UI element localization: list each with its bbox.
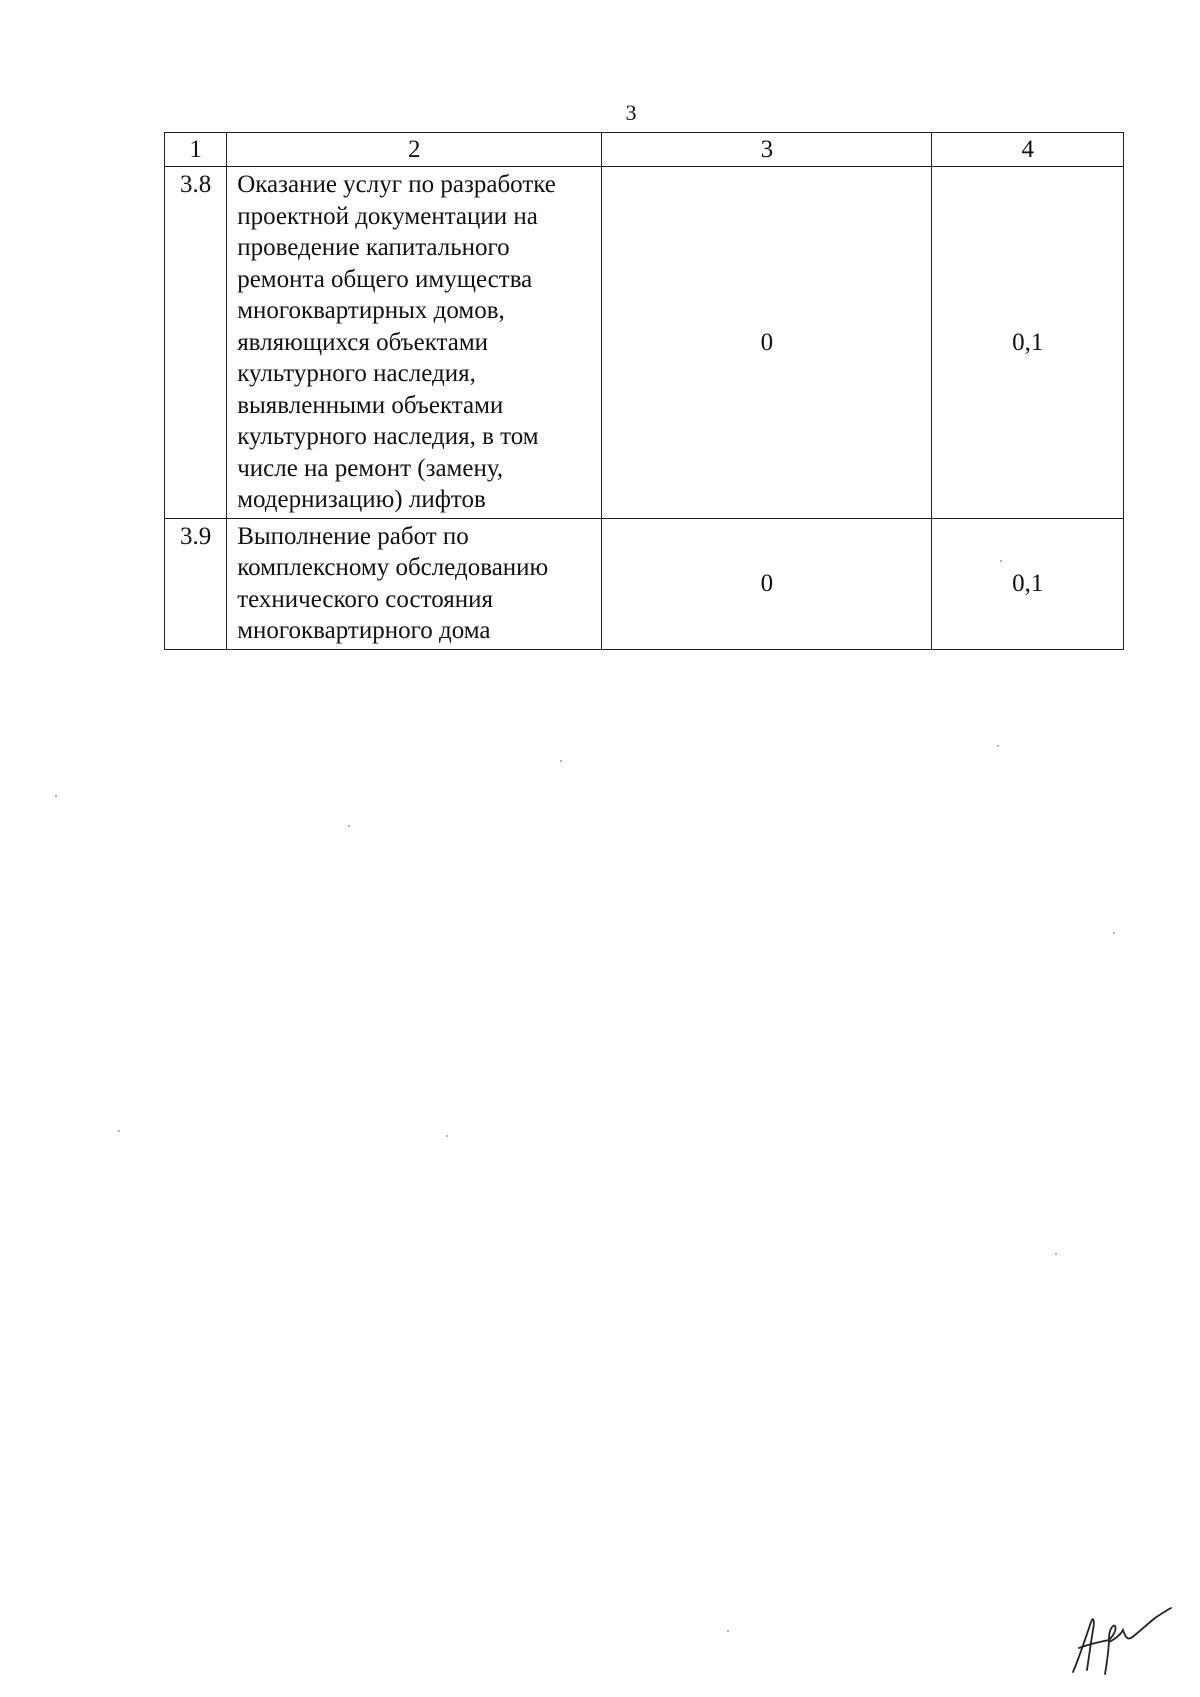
scan-speck: [55, 795, 57, 797]
handwritten-signature: [1065, 1600, 1175, 1680]
description-line: Оказание услуг по разработке: [237, 171, 556, 198]
table-header-row: [165, 133, 1124, 167]
row-number: 3.9: [165, 518, 227, 649]
table-row: [165, 167, 1124, 519]
description-line: выявленными объектами: [237, 391, 504, 419]
row-col4-value: 0,1: [932, 167, 1124, 519]
header-cell-3: 3: [602, 133, 932, 167]
scan-speck: [997, 745, 999, 747]
row-description: [227, 167, 602, 519]
description-line: культурного наследия,: [237, 360, 476, 387]
description-line: проведение капитального: [237, 234, 510, 261]
row-col4-value: 0,1: [932, 518, 1124, 649]
header-cell-4: 4: [932, 133, 1124, 167]
row-description: [227, 518, 602, 649]
description-line: многоквартирного дома: [237, 617, 491, 644]
scan-speck: [118, 1130, 120, 1132]
description-line: комплексному обследованию: [237, 554, 549, 581]
scan-speck: [727, 1630, 729, 1632]
scan-speck: [560, 760, 562, 762]
description-line: модернизацию) лифтов: [237, 486, 486, 513]
description-line: культурного наследия, в том: [237, 423, 539, 450]
description-line: ремонта общего имущества: [237, 265, 533, 293]
header-cell-1: 1: [165, 133, 227, 167]
scan-speck: [446, 1135, 448, 1137]
description-line: числе на ремонт (замену,: [237, 454, 504, 482]
scan-speck: [348, 825, 350, 827]
description-line: являющихся объектами: [237, 328, 489, 356]
scan-speck: [1113, 932, 1115, 934]
table-row: [165, 518, 1124, 649]
description-line: многоквартирных домов,: [237, 297, 505, 324]
row-col3-value: 0: [602, 518, 932, 649]
description-line: Выполнение работ по: [237, 522, 469, 550]
scan-speck: [1000, 560, 1002, 562]
data-table: [164, 132, 1124, 650]
header-cell-2: 2: [227, 133, 602, 167]
row-col3-value: 0: [602, 167, 932, 519]
scan-speck: [1055, 1253, 1057, 1255]
description-line: технического состояния: [237, 585, 493, 613]
page-number: 3: [625, 100, 637, 125]
description-line: проектной документации на: [237, 202, 538, 230]
row-number: 3.8: [165, 167, 227, 519]
